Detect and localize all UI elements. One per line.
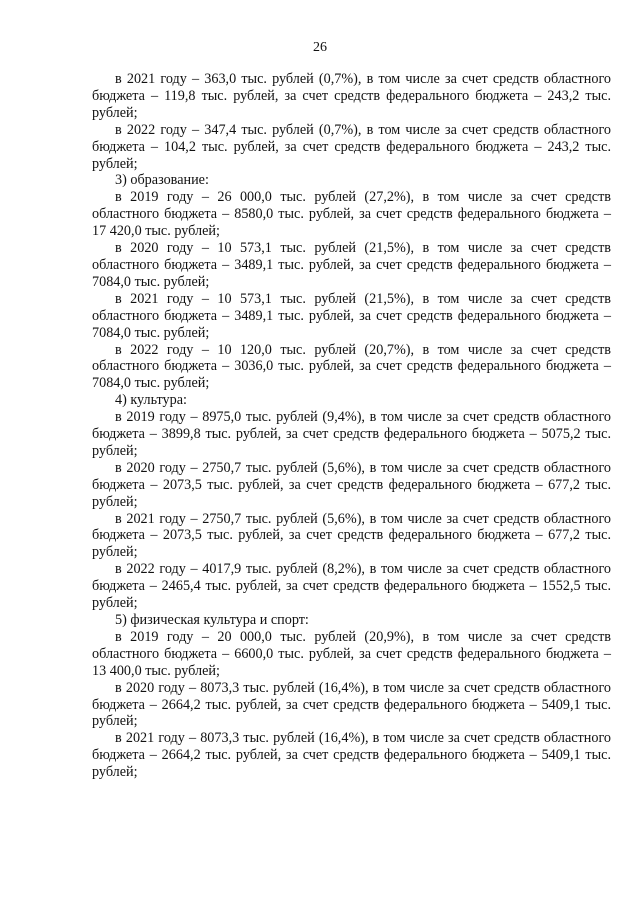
- paragraph-2020-sport: в 2020 году – 8073,3 тыс. рублей (16,4%), в том числе за счет средств областного бюджета – 2664,2 тыс. рублей, за счет средств федерального бюджета – 5409,1 тыс. рублей;: [92, 679, 611, 730]
- paragraph-2022-education: в 2022 году – 10 120,0 тыс. рублей (20,7%), в том числе за счет средств областного бюджета – 3036,0 тыс. рублей, за счет средств федерального бюджета – 7084,0 тыс. рублей;: [92, 341, 611, 392]
- paragraph-2019-sport: в 2019 году – 20 000,0 тыс. рублей (20,9%), в том числе за счет средств областного бюджета – 6600,0 тыс. рублей, за счет средств федерального бюджета – 13 400,0 тыс. рублей;: [92, 628, 611, 679]
- paragraph-2020-education: в 2020 году – 10 573,1 тыс. рублей (21,5%), в том числе за счет средств областного бюджета – 3489,1 тыс. рублей, за счет средств федерального бюджета – 7084,0 тыс. рублей;: [92, 240, 611, 290]
- paragraph-2022-culture: в 2022 году – 4017,9 тыс. рублей (8,2%), в том числе за счет средств областного бюджета – 2465,4 тыс. рублей, за счет средств федерального бюджета – 1552,5 тыс. рублей;: [92, 561, 611, 612]
- document-body: [92, 71, 611, 781]
- paragraph-2021-health: в 2021 году – 363,0 тыс. рублей (0,7%), в том числе за счет средств областного бюджета – 119,8 тыс. рублей, за счет средств федерального бюджета – 243,2 тыс. рублей;: [92, 71, 611, 121]
- paragraph-2021-sport: в 2021 году – 8073,3 тыс. рублей (16,4%), в том числе за счет средств областного бюджета – 2664,2 тыс. рублей, за счет средств федерального бюджета – 5409,1 тыс. рублей;: [92, 730, 611, 781]
- paragraph-2022-health: в 2022 году – 347,4 тыс. рублей (0,7%), в том числе за счет средств областного бюджета – 104,2 тыс. рублей, за счет средств федерального бюджета – 243,2 тыс. рублей;: [92, 121, 611, 172]
- section-heading-sport: 5) физическая культура и спорт:: [115, 612, 309, 628]
- section-heading-education: 3) образование:: [115, 172, 209, 189]
- paragraph-2021-culture: в 2021 году – 2750,7 тыс. рублей (5,6%), в том числе за счет средств областного бюджета – 2073,5 тыс. рублей, за счет средств федерального бюджета – 677,2 тыс. рублей;: [92, 510, 611, 561]
- section-heading-culture: 4) культура:: [115, 392, 187, 409]
- paragraph-2019-education: в 2019 году – 26 000,0 тыс. рублей (27,2%), в том числе за счет средств областного бюджета – 8580,0 тыс. рублей, за счет средств федерального бюджета – 17 420,0 тыс. рублей;: [92, 189, 611, 240]
- paragraph-2020-culture: в 2020 году – 2750,7 тыс. рублей (5,6%), в том числе за счет средств областного бюджета – 2073,5 тыс. рублей, за счет средств федерального бюджета – 677,2 тыс. рублей;: [92, 459, 611, 510]
- page-number: 26: [313, 40, 327, 55]
- paragraph-2021-education: в 2021 году – 10 573,1 тыс. рублей (21,5%), в том числе за счет средств областного бюджета – 3489,1 тыс. рублей, за счет средств федерального бюджета – 7084,0 тыс. рублей;: [92, 290, 611, 341]
- paragraph-2019-culture: в 2019 году – 8975,0 тыс. рублей (9,4%), в том числе за счет средств областного бюджета – 3899,8 тыс. рублей, за счет средств федерального бюджета – 5075,2 тыс. рублей;: [92, 409, 611, 459]
